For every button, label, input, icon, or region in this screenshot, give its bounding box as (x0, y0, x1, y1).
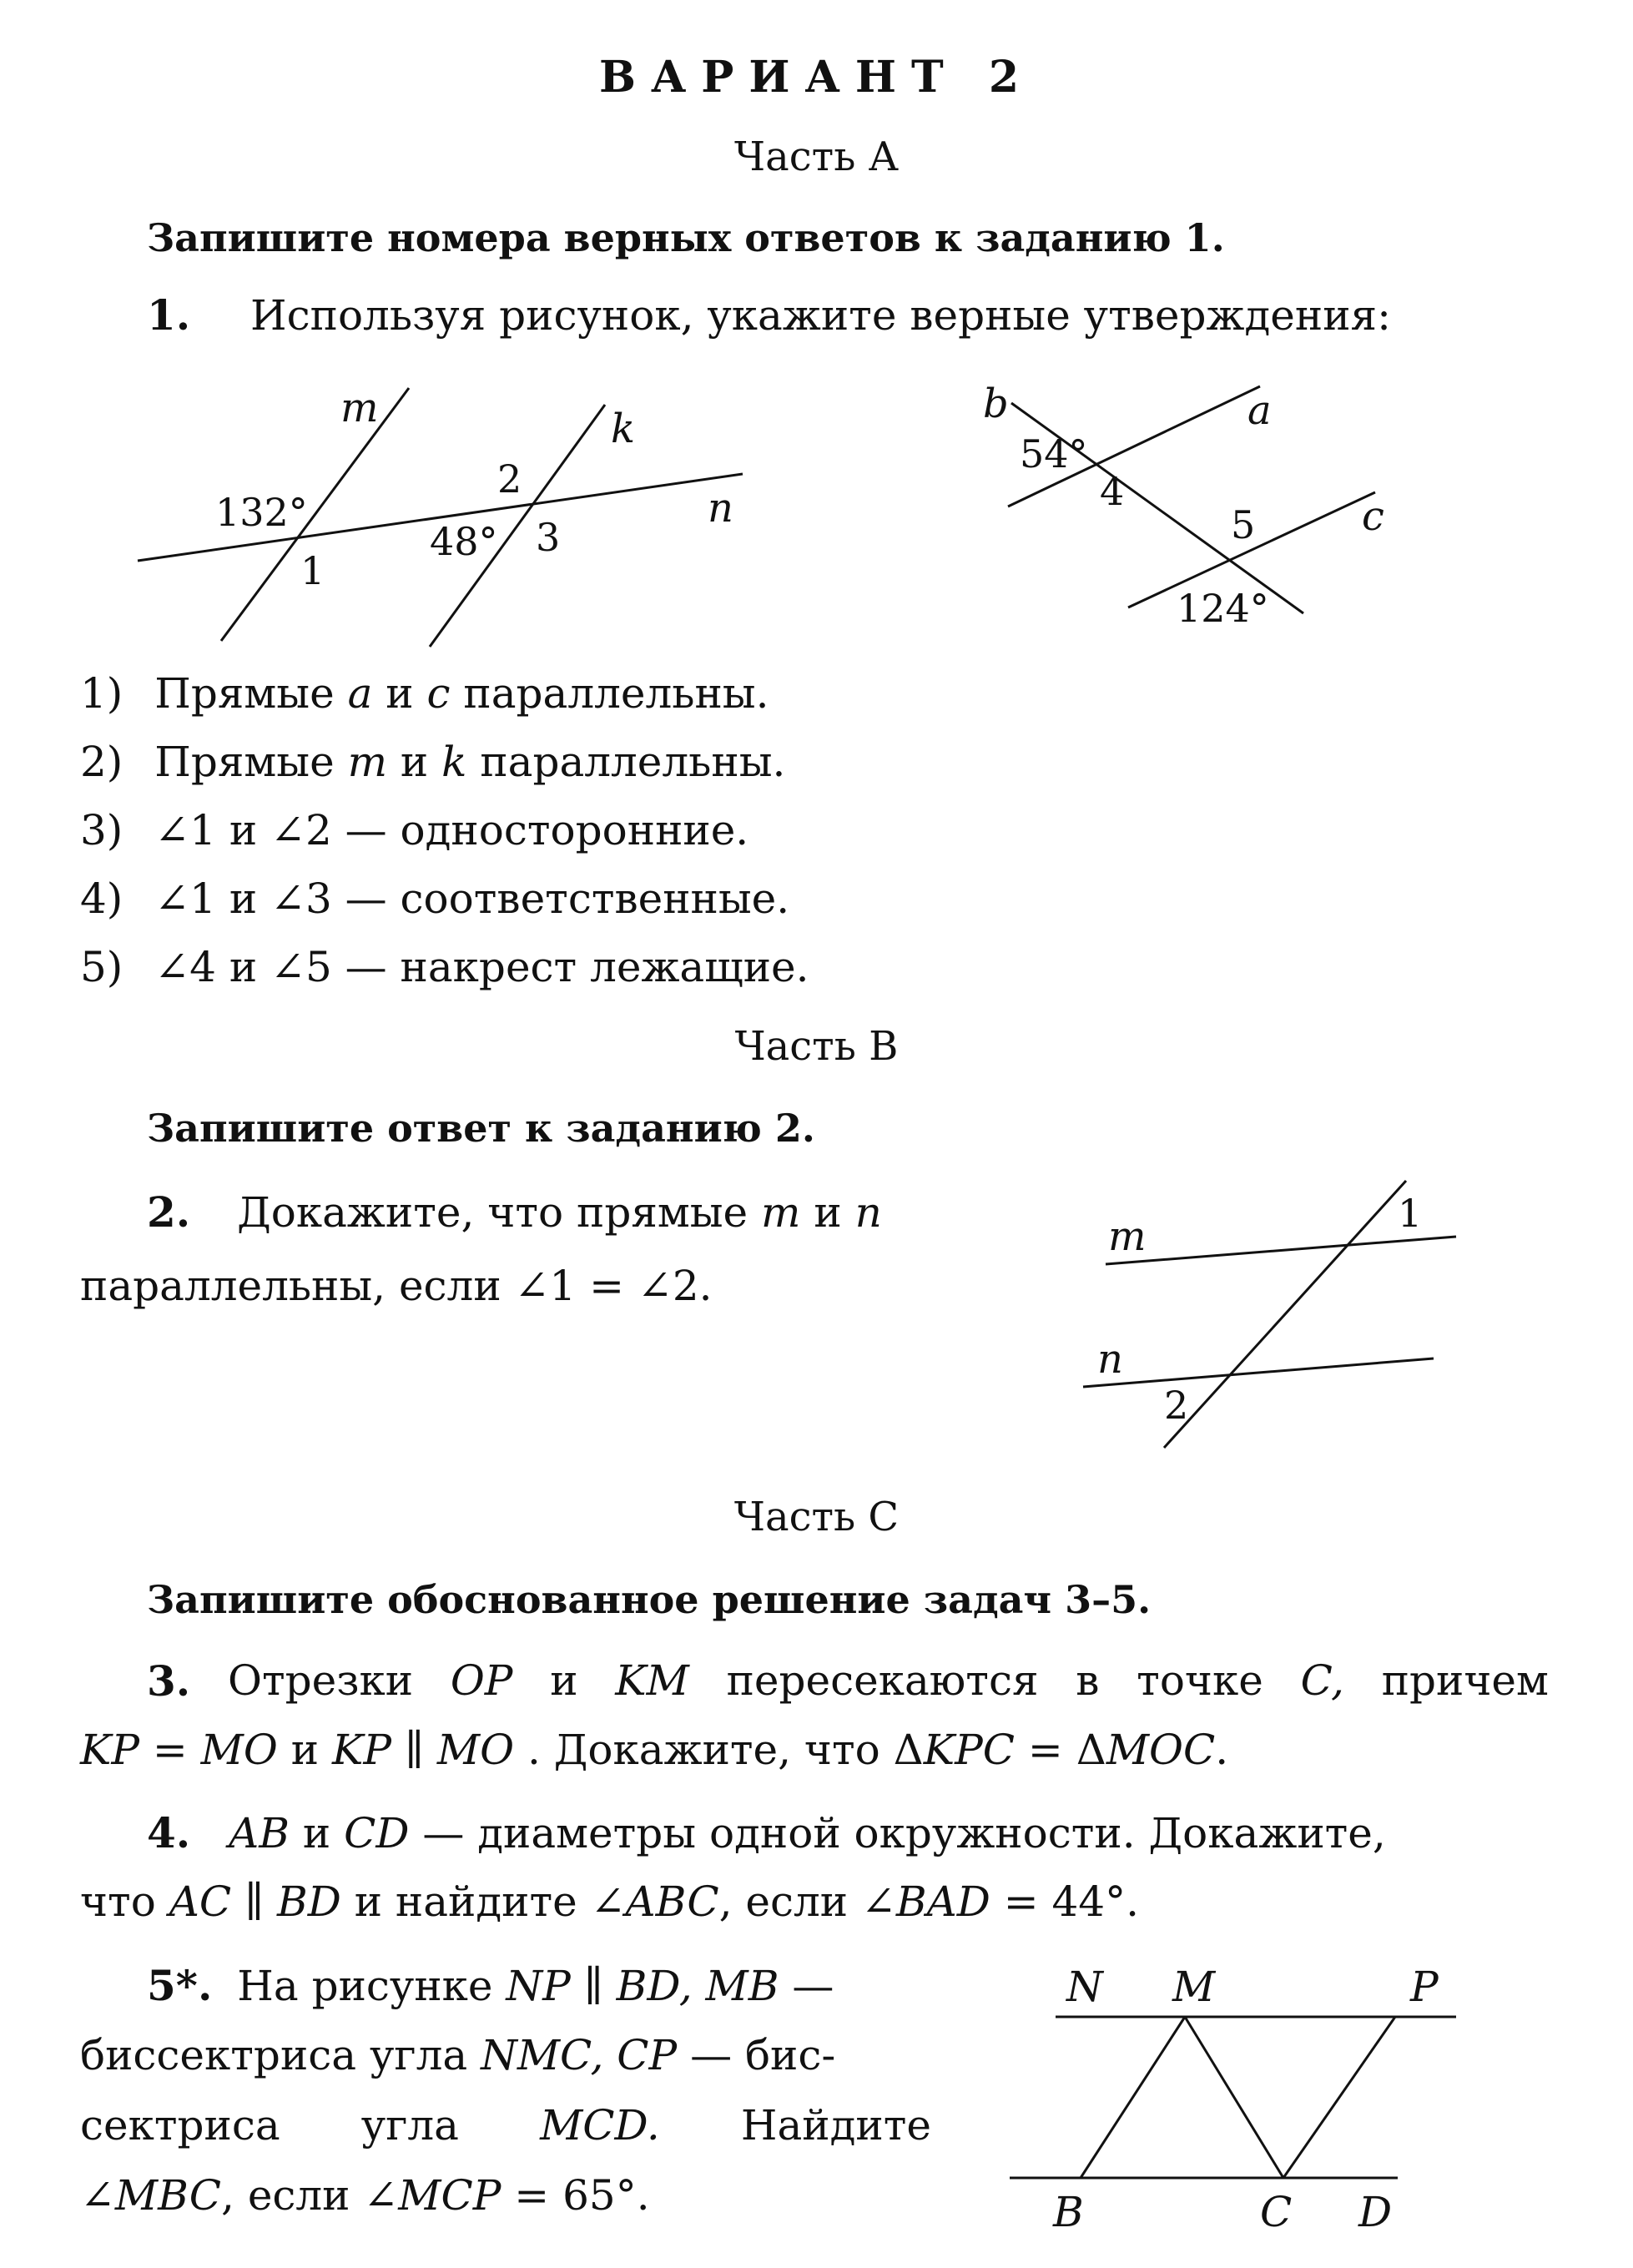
option-2-number: 2) (80, 738, 123, 786)
option-3-number: 3) (80, 806, 123, 854)
task5-expr: NMC, CP (481, 2031, 678, 2079)
option-2-mid: и (386, 738, 442, 786)
task5-value: = 65°. (501, 2171, 650, 2220)
option-5-number: 5) (80, 943, 123, 991)
option-1-post: параллельны. (450, 669, 769, 718)
task4-text: — диаметры одной окружности. Докажите, (409, 1809, 1386, 1857)
task3-var-op: OP (450, 1656, 513, 1705)
part-a-heading: Часть А (734, 134, 899, 180)
option-3-text: ∠1 и ∠2 — односторонние. (154, 806, 749, 854)
task5-word: угла (360, 2101, 459, 2150)
task5-var-mcp: MCP (398, 2171, 501, 2220)
label-c: c (1362, 493, 1384, 540)
task3-prove: . Докажите, что Δ (514, 1726, 924, 1774)
task2-line2: параллельны, если ∠1 = ∠2. (80, 1262, 713, 1310)
task5-var-mcd: MCD. (540, 2101, 660, 2150)
task1-number: 1. (147, 290, 191, 340)
task5-number: 5*. (147, 1961, 213, 2010)
label-124: 124° (1177, 586, 1269, 631)
label-angle5: 5 (1231, 502, 1256, 547)
task2-var-m: m (761, 1188, 801, 1237)
option-2-post: параллельны. (466, 738, 786, 786)
task3-expr1: KP = MO (80, 1726, 278, 1774)
task4-var-cd: CD (344, 1809, 410, 1857)
task3-word: Отрезки (227, 1656, 414, 1705)
part-b-heading: Часть В (734, 1023, 899, 1070)
segment-bm (1081, 2017, 1185, 2178)
task5-if: , если ∠ (221, 2171, 399, 2220)
task3-var-km: KM (615, 1656, 689, 1705)
option-2-var2: k (441, 738, 467, 786)
label-D: D (1358, 2188, 1393, 2236)
label-54: 54° (1020, 431, 1088, 476)
label-angle3: 3 (536, 515, 561, 560)
task3-word: причем (1381, 1656, 1549, 1705)
task2-text-mid: и (800, 1188, 855, 1237)
label-m: m (1108, 1213, 1147, 1260)
task3-eq: = Δ (1015, 1726, 1106, 1774)
task5-angle: ∠ (80, 2171, 115, 2220)
segment-mc (1185, 2017, 1283, 2178)
task2-text-pre: Докажите, что прямые (237, 1188, 762, 1237)
part-c-instruction: Запишите обоснованное решение задач 3–5. (147, 1577, 1152, 1622)
task5-text: биссектриса угла (80, 2031, 481, 2079)
task5-text: На рисунке (237, 1962, 507, 2010)
task4-value: = 44°. (990, 1877, 1140, 1926)
task4-var-ab: AB (229, 1809, 290, 1857)
part-a-instruction: Запишите номера верных ответов к заданию 1. (147, 215, 1225, 260)
label-angle2: 2 (1164, 1383, 1189, 1428)
part-b-instruction: Запишите ответ к заданию 2. (147, 1106, 815, 1151)
task3-number: 3. (147, 1656, 191, 1706)
part-c-heading: Часть С (733, 1494, 900, 1540)
label-angle1: 1 (300, 548, 325, 593)
label-b: b (983, 381, 1009, 427)
label-C: C (1260, 2188, 1293, 2236)
label-angle1: 1 (1398, 1191, 1423, 1236)
task3-tri1: KPC (923, 1726, 1016, 1774)
task2-var-n: n (854, 1188, 882, 1237)
task4-var-bad: BAD (895, 1877, 990, 1926)
option-4-text: ∠1 и ∠3 — соответственные. (154, 874, 790, 923)
label-P: P (1410, 1963, 1439, 2011)
task3-word: точке (1137, 1656, 1263, 1705)
task5-expr: NP ∥ BD, MB (506, 1962, 779, 2010)
option-1-var2: c (426, 669, 451, 718)
segment-cp (1283, 2017, 1395, 2178)
option-5-text: ∠4 и ∠5 — накрест лежащие. (154, 943, 809, 991)
task5-word: Найдите (740, 2101, 931, 2150)
task3-word: пересекаются (726, 1656, 1039, 1705)
option-2-pre: Прямые (154, 738, 348, 786)
option-1-var1: a (347, 669, 373, 718)
task4-var-abc: ABC (625, 1877, 719, 1926)
task3-and: и (277, 1726, 332, 1774)
label-132: 132° (215, 490, 308, 535)
task3-word: и (550, 1656, 578, 1705)
task3-tri2: MOC (1106, 1726, 1216, 1774)
task4-that: что (80, 1877, 169, 1926)
task2-number: 2. (147, 1187, 191, 1237)
task4-find: и найдите ∠ (340, 1877, 626, 1926)
task3-dot: . (1215, 1726, 1229, 1774)
task4-expr: AC ∥ BD (169, 1877, 341, 1926)
task4-and: и (289, 1809, 345, 1857)
label-B: B (1053, 2188, 1084, 2236)
task3-expr2: KP ∥ MO (332, 1726, 515, 1774)
task5-word: сектриса (80, 2101, 280, 2150)
task3-word: в (1076, 1656, 1100, 1705)
task4-if: , если ∠ (718, 1877, 896, 1926)
label-a: a (1247, 387, 1272, 434)
task5-dash: — (779, 1962, 834, 2010)
option-2-var1: m (347, 738, 387, 786)
label-n: n (708, 485, 733, 532)
option-1-mid: и (372, 669, 427, 718)
label-angle4: 4 (1100, 469, 1125, 514)
label-n: n (1097, 1336, 1123, 1383)
label-N: N (1066, 1963, 1103, 2011)
label-M: M (1172, 1963, 1216, 2011)
task1-text: Используя рисунок, укажите верные утверждения: (250, 291, 1391, 340)
task3-var-c: C, (1300, 1656, 1344, 1705)
option-1-number: 1) (80, 669, 123, 718)
task5-var-mbc: MBC (114, 2171, 222, 2220)
label-m: m (340, 385, 379, 431)
label-k: k (611, 406, 636, 452)
label-angle2: 2 (497, 456, 522, 501)
task5-text: — бис- (677, 2031, 836, 2079)
task4-number: 4. (147, 1808, 191, 1857)
page-title: ВАРИАНТ 2 (599, 52, 1034, 103)
option-1-pre: Прямые (154, 669, 348, 718)
option-4-number: 4) (80, 874, 123, 923)
label-48: 48° (430, 519, 498, 564)
